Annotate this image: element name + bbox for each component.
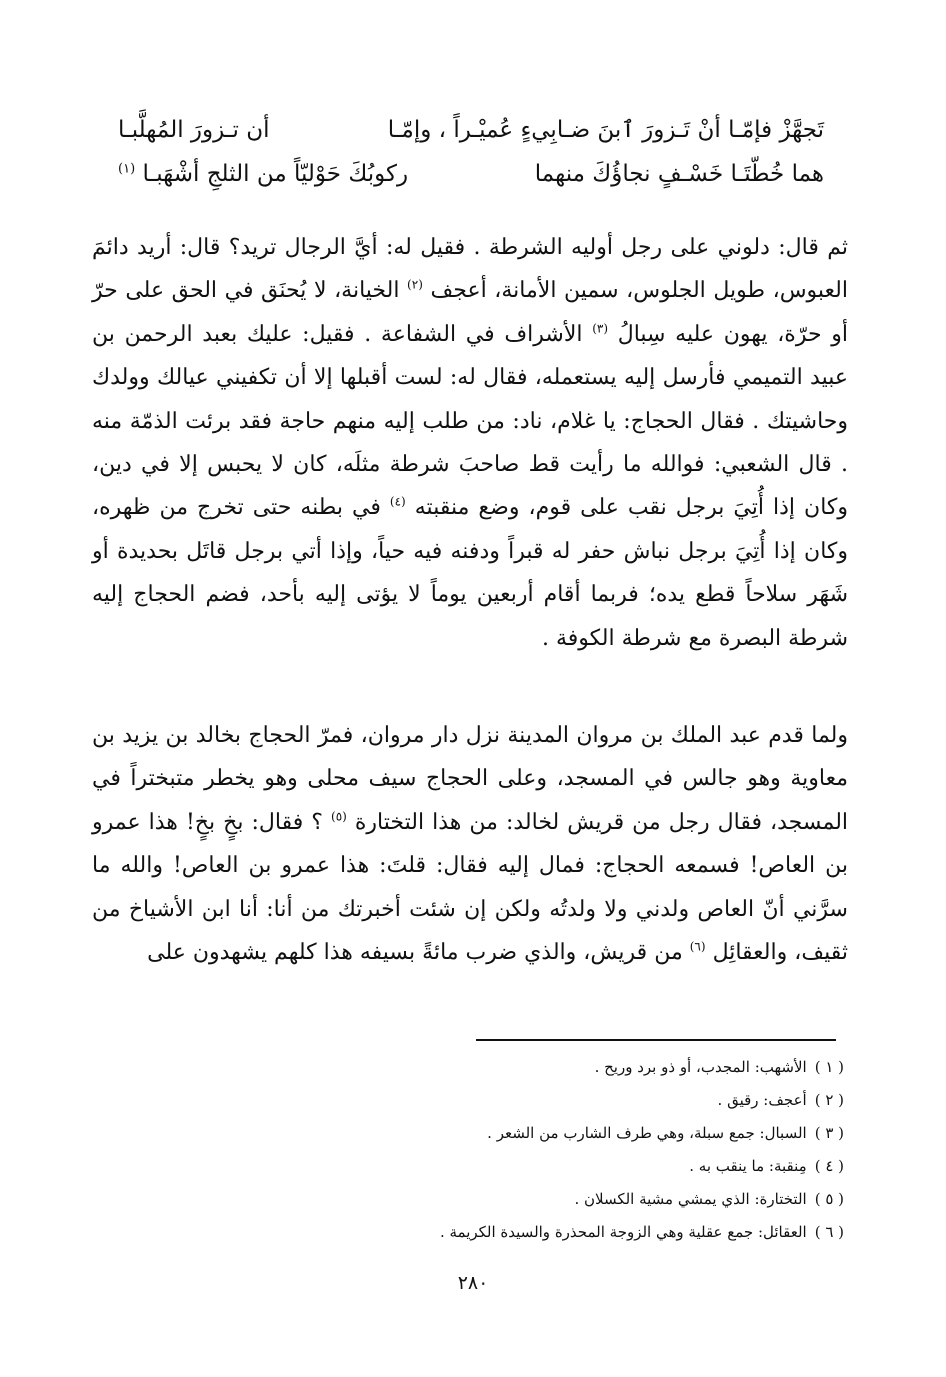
footnote-number: ( ٢ ): [814, 1091, 844, 1109]
text-run: ؟ فقال: بخٍ بخٍ! هذا عمرو بن العاص! فسمعه الحجاج: فمال إليه فقال: قلتَ: هذا عمرو بن العاص! والله ما سرَّني أنّ العاص ولدني ولا ولدتُه ولكن إن شئت أخبرتك من أنا: أنا ابن الأشياخ من ثقيف، والعقائِل: [92, 809, 848, 966]
footnote-item: [300, 1216, 844, 1249]
footnote-number: ( ٤ ): [814, 1157, 844, 1175]
text-run: ولما قدم عبد الملك بن مروان المدينة نزل دار مروان، فمرّ الحجاج بخالد بن يزيد بن معاوية وهو جالس في المسجد، وعلى الحجاج سيف محلى وهو يخطر متبختراً في المسجد، فقال رجل من قريش لخالد: من هذا التختارة: [92, 723, 849, 835]
paragraph-text: [92, 226, 848, 660]
footnote-item: [300, 1051, 844, 1084]
footnote-item: [300, 1084, 844, 1117]
footnote-text: التختارة: الذي يمشي مشية الكسلان .: [574, 1190, 807, 1208]
text-run: ثم قال: دلوني على رجل أوليه الشرطة . فقيل له: أيَّ الرجال تريد؟ قال: أريد دائمَ العبوس، طويل الجلوس، سمين الأمانة، أعجف: [92, 235, 848, 304]
footnote-marker: (٦): [689, 939, 706, 954]
verse-first-hemistich: هما خُطّتَـا خَسْـفٍ نجاؤُكَ منهما: [534, 161, 824, 187]
footnote-text: الأشهب: المجدب، أو ذو برد وريح .: [594, 1058, 807, 1076]
footnote-number: ( ٣ ): [814, 1124, 844, 1142]
text-run: من قريش، والذي ضرب مائةً بسيفه هذا كلهم يشهدون على: [147, 940, 683, 966]
footnote-marker: (٥): [331, 809, 347, 824]
poem-verse: [118, 152, 824, 196]
footnote-number: ( ١ ): [814, 1058, 844, 1076]
footnote-item: [300, 1183, 844, 1216]
footnote-divider: [476, 1039, 836, 1041]
footnote-marker: (١): [118, 161, 136, 177]
footnote-number: ( ٦ ): [814, 1223, 844, 1241]
footnote-text: مِنقبة: ما ينقب به .: [689, 1157, 807, 1175]
footnote-text: السبال: جمع سبلة، وهي طرف الشارب من الشعر .: [487, 1124, 807, 1142]
text-run: في بطنه حتى تخرج من ظهره، وكان إذا أُتِيَ برجل نباش حفر له قبراً ودفنه فيه حياً، وإذا أتي برجل قاتَل بحديدة أو شَهَر سلاحاً قطع يده؛ فربما أقام أربعين يوماً لا يؤتى إليه بأحد، فضم الحجاج إليه شرطة البصرة مع شرطة الكوفة .: [92, 495, 848, 651]
verse-text: ركوبُكَ حَوْليّاً من الثلجِ أشْهَبـا: [142, 161, 409, 187]
body-paragraph: [92, 714, 848, 974]
footnote-marker: (٢): [407, 278, 423, 293]
paragraph-text: [92, 714, 848, 974]
poem: [118, 108, 824, 196]
poem-verse: [118, 108, 824, 152]
text-run: الخيانة، لا يُحنَق في الحق على حرّ أو حرّة، يهون عليه سِبالُ: [92, 278, 848, 347]
footnote-item: [300, 1117, 844, 1150]
footnote-marker: (٤): [389, 495, 406, 510]
footnotes-list: [300, 1051, 844, 1249]
page-number: ٢٨٠: [457, 1272, 489, 1294]
text-run: الأشراف في الشفاعة . فقيل: عليك بعبد الرحمن بن عبيد التميمي فأرسل إليه يستعمله، فقال له: لست أقبلها إلا أن تكفيني عيالك وولدك وحاشيتك . فقال الحجاج: يا غلام، ناد: من طلب إليه منهم حاجة فقد برئت الذمّة منه . قال الشعبي: فوالله ما رأيت قط صاحبَ شرطة مثلَه، كان لا يحبس إلا في دين، وكان إذا أُتِيَ برجل نقب على قوم، وضع منقبته: [92, 321, 848, 521]
footnote-marker: (٣): [592, 321, 609, 336]
footnote-text: العقائل: جمع عقلية وهي الزوجة المحذرة والسيدة الكريمة .: [439, 1223, 807, 1241]
verse-second-hemistich: [118, 161, 408, 187]
footnote-item: [300, 1150, 844, 1183]
verse-second-hemistich: أن تـزورَ المُهلَّبـا: [118, 117, 270, 143]
footnote-text: أعجف: رقيق .: [717, 1091, 807, 1109]
footnote-number: ( ٥ ): [814, 1190, 844, 1208]
body-paragraph: [92, 226, 848, 660]
verse-first-hemistich: تَجهَّزْ فإمّـا أنْ تَـزورَ ٱبنَ ضـابِيءٍ عُميْـراً ، وإمّـا: [387, 117, 824, 143]
